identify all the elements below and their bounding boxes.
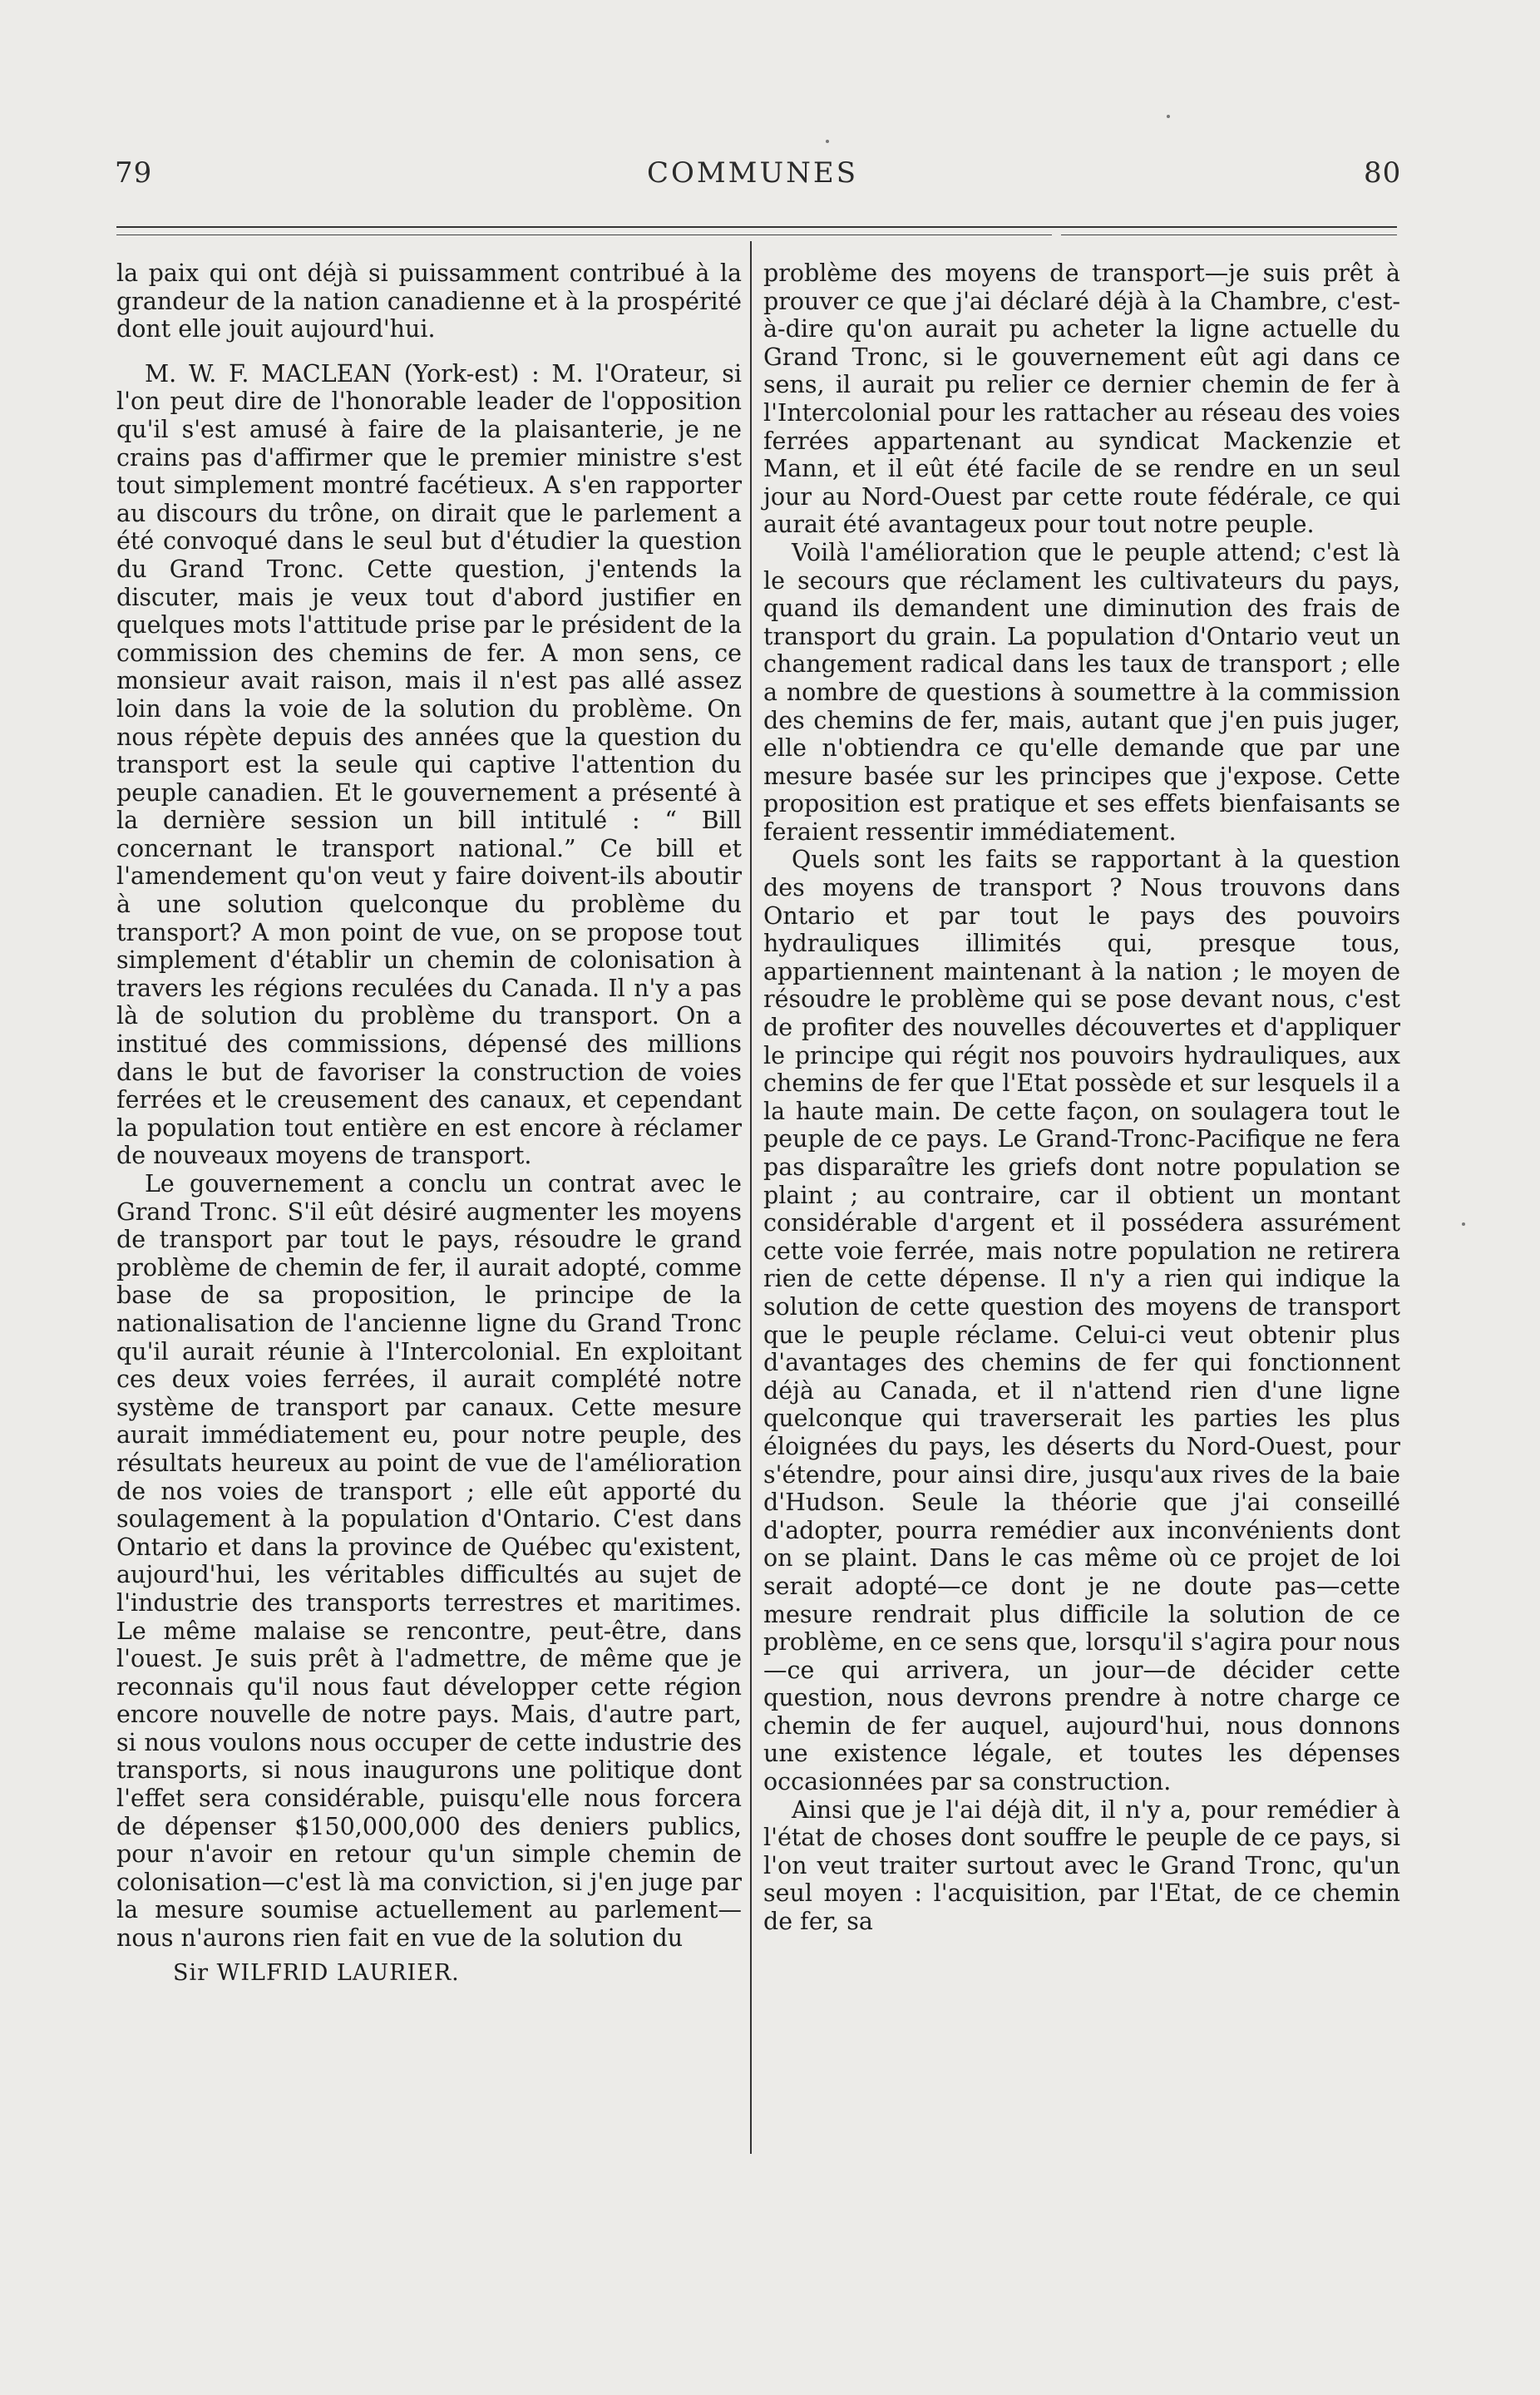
page-title: COMMUNES (646, 156, 859, 190)
speaker-signature: Sir WILFRID LAURIER. (173, 1959, 460, 1986)
column-divider (750, 241, 752, 2154)
page-number-left: 79 (115, 156, 153, 190)
page-number-right: 80 (1364, 156, 1402, 190)
header-rule-top (116, 226, 1397, 228)
speck-mark (1462, 1222, 1465, 1226)
right-paragraph-4: Ainsi que je l'ai déjà dit, il n'y a, pour remédier à l'état de choses dont souffre le peuple de ce pays, si l'on veut traiter surtout avec le Grand Tronc, qu'un seul moyen : l'acquisition, par l'Etat, de ce chemin de fer, sa (763, 1795, 1400, 1936)
right-column (763, 259, 1400, 1936)
right-paragraph-2: Voilà l'amélioration que le peuple attend; c'est là le secours que réclament les cultivateurs du pays, quand ils demandent une diminution des frais de transport du grain. La population d'Ontario veut un changement radical dans les taux de transport ; elle a nombre de questions à soumettre à la commission des chemins de fer, mais, autant que j'en puis juger, elle n'obtiendra ce qu'elle demande que par une mesure basée sur les principes que j'expose. Cette proposition est pratique et ses effets bienfaisants se feraient ressentir immédiatement. (763, 538, 1400, 846)
speck-mark (1167, 115, 1170, 118)
right-paragraph-1: problème des moyens de transport—je suis prêt à prouver ce que j'ai déclaré déjà à la Chambre, c'est-à-dire qu'on aurait pu acheter la ligne actuelle du Grand Tronc, si le gouvernement eût agi dans ce sens, il aurait pu relier ce dernier chemin de fer à l'Intercolonial pour les rattacher au réseau des voies ferrées appartenant au syndicat Mackenzie et Mann, et il eût été facile de se rendre en un seul jour au Nord-Ouest par cette route fédérale, ce qui aurait été avantageux pour tout notre peuple. (763, 259, 1400, 539)
left-paragraph-1: la paix qui ont déjà si puissamment contribué à la grandeur de la nation canadienne et à la prospérité dont elle jouit aujourd'hui. (116, 259, 742, 343)
right-paragraph-3: Quels sont les faits se rapportant à la question des moyens de transport ? Nous trouvons dans Ontario et par tout le pays des pouvoirs hydrauliques illimités qui, presque tous, appartiennent maintenant à la nation ; le moyen de résoudre le problème qui se pose devant nous, c'est de profiter des nouvelles découvertes et d'appliquer le principe qui régit nos pouvoirs hydrauliques, aux chemins de fer que l'Etat possède et sur lesquels il a la haute main. De cette façon, on soulagera tout le peuple de ce pays. Le Grand-Tronc-Pacifique ne fera pas disparaître les griefs dont notre population se plaint ; au contraire, car il obtient un montant considérable d'argent et il possédera assurément cette voie ferrée, mais notre population ne retirera rien de cette dépense. Il n'y a rien qui indique la solution de cette question des moyens de transport que le peuple réclame. Celui-ci veut obtenir plus d'avantages des chemins de fer qui fonctionnent déjà au Canada, et il n'attend rien d'une ligne quelconque qui traverserait les parties les plus éloignées du pays, les déserts du Nord-Ouest, pour s'étendre, pour ainsi dire, jusqu'aux rives de la baie d'Hudson. Seule la théorie que j'ai conseillé d'adopter, pourra remédier aux inconvénients dont on se plaint. Dans le cas même où ce projet de loi serait adopté—ce dont je ne doute pas—cette mesure rendrait plus difficile la solution de ce problème, en ce sens que, lorsqu'il s'agira pour nous—ce qui arrivera, un jour—de décider cette question, nous devrons prendre à notre charge ce chemin de fer auquel, aujourd'hui, nous donnons une existence légale, et toutes les dépenses occasionnées par sa construction. (763, 846, 1400, 1796)
speck-mark (826, 140, 829, 143)
left-column (116, 259, 742, 1987)
left-paragraph-maclean: M. W. F. MACLEAN (York-est) : M. l'Orateur, si l'on peut dire de l'honorable leader de l'opposition qu'il s'est amusé à faire de la plaisanterie, je ne crains pas d'affirmer que le premier ministre s'est tout simplement montré facétieux. A s'en rapporter au discours du trône, on dirait que le parlement a été convoqué dans le seul but d'étudier la question du Grand Tronc. Cette question, j'entends la discuter, mais je veux tout d'abord justifier en quelques mots l'attitude prise par le président de la commission des chemins de fer. A mon sens, ce monsieur avait raison, mais il n'est pas allé assez loin dans la voie de la solution du problème. On nous répète depuis des années que la question du transport est la seule qui captive l'attention du peuple canadien. Et le gouvernement a présenté à la dernière session un bill intitulé : “ Bill concernant le transport national.” Ce bill et l'amendement qu'on veut y faire doivent-ils aboutir à une solution quelconque du problème du transport? A mon point de vue, on se propose tout simplement d'établir un chemin de colonisation à travers les régions reculées du Canada. Il n'y a pas là de solution du problème du transport. On a institué des commissions, dépensé des millions dans le but de favoriser la construction de voies ferrées et le creusement des canaux, et cependant la population tout entière en est encore à réclamer de nouveaux moyens de transport. (116, 359, 742, 1170)
left-paragraph-3: Le gouvernement a conclu un contrat avec le Grand Tronc. S'il eût désiré augmenter les moyens de transport par tout le pays, résoudre le grand problème de chemin de fer, il aurait adopté, comme base de sa proposition, le principe de la nationalisation de l'ancienne ligne du Grand Tronc qu'il aurait réunie à l'Intercolonial. En exploitant ces deux voies ferrées, il aurait complété notre système de transport par canaux. Cette mesure aurait immédiatement eu, pour notre peuple, des résultats heureux au point de vue de l'amélioration de nos voies de transport ; elle eût apporté du soulagement à la population d'Ontario. C'est dans Ontario et dans la province de Québec qu'existent, aujourd'hui, les véritables difficultés au sujet de l'industrie des transports terrestres et maritimes. Le même malaise se rencontre, peut-être, dans l'ouest. Je suis prêt à l'admettre, de même que je reconnais qu'il nous faut développer cette région encore nouvelle de notre pays. Mais, d'autre part, si nous voulons nous occuper de cette industrie des transports, si nous inaugurons une politique dont l'effet sera considérable, puisqu'elle nous forcera de dépenser $150,000,000 des deniers publics, pour n'avoir en retour qu'un simple chemin de colonisation—c'est là ma conviction, si j'en juge par la mesure soumise actuellement au parlement—nous n'aurons rien fait en vue de la solution du (116, 1170, 742, 1953)
